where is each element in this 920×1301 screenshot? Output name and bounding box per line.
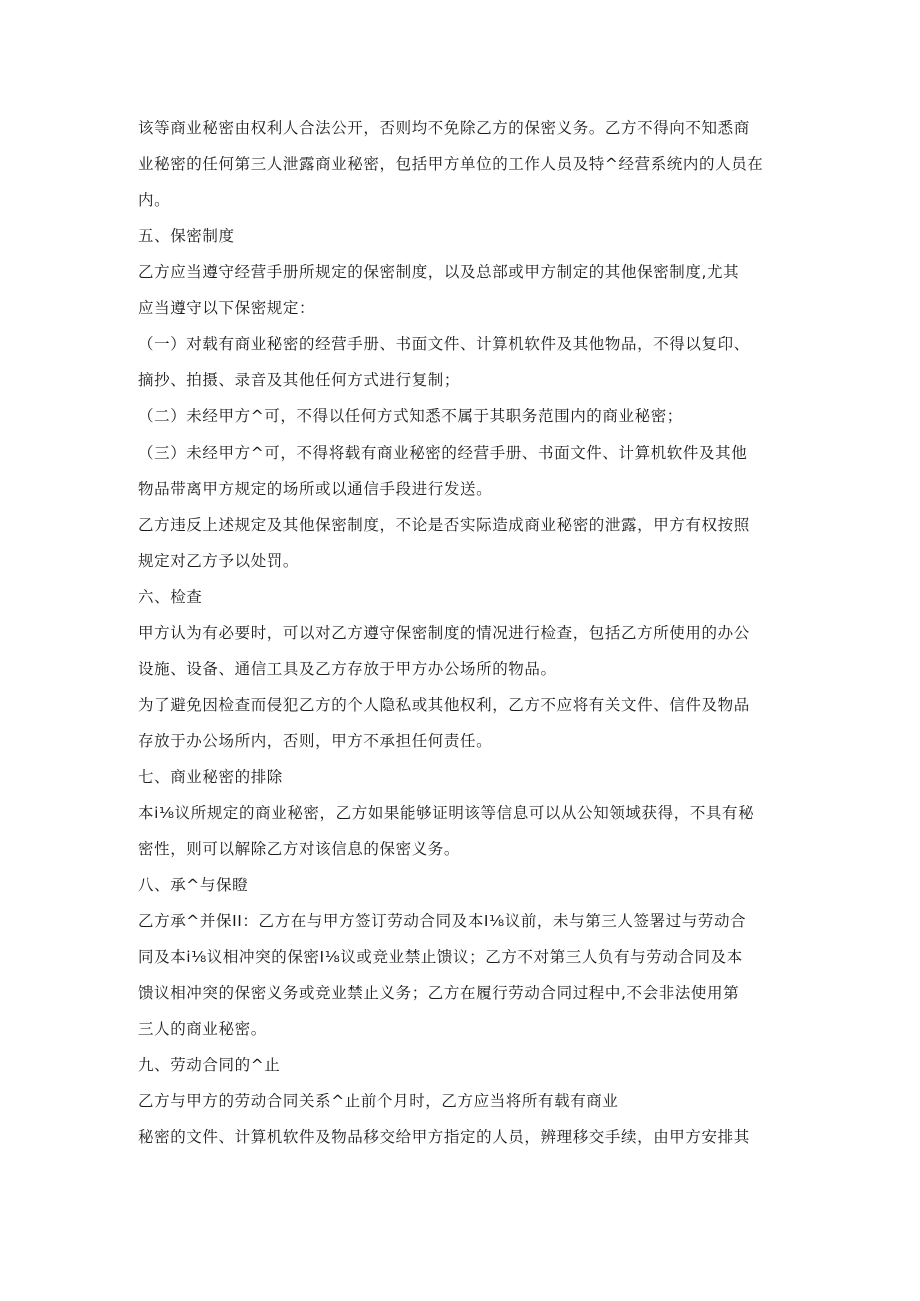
section-heading: 五、保密制度 [138, 227, 235, 245]
list-item-line: 摘抄、拍摄、录音及其他任何方式进行复制； [138, 371, 461, 389]
paragraph-line: 乙方与甲方的劳动合同关系^止前个月时，乙方应当将所有载有商业 [138, 1092, 619, 1110]
paragraph-line: 三人的商业秘密。 [138, 1020, 267, 1038]
section-heading: 七、商业秘密的排除 [138, 768, 283, 786]
paragraph-line: 内。 [138, 191, 171, 209]
paragraph-line: 业秘密的任何第三人泄露商业秘密，包括甲方单位的工作人员及特^经营系统内的人员在 [138, 155, 764, 173]
list-item-line: （二）未经甲方^可，不得以任何方式知悉不属于其职务范围内的商业秘密； [138, 407, 683, 425]
paragraph-line: 馈议相冲突的保密义务或竞业禁止义务；乙方在履行劳动合同过程中,不会非法使用第 [138, 984, 740, 1002]
paragraph-line: 设施、设备、通信工具及乙方存放于甲方办公场所的物品。 [138, 660, 557, 678]
paragraph-line: 秘密的文件、计算机软件及物品移交给甲方指定的人员，辨理移交手续，由甲方安排其 [138, 1128, 750, 1146]
list-item-line: （一）对载有商业秘密的经营手册、书面文件、计算机软件及其他物品，不得以复印、 [138, 335, 750, 353]
list-item-line: 物品带离甲方规定的场所或以通信手段进行发送。 [138, 480, 493, 498]
list-item-line: （三）未经甲方^可，不得将载有商业秘密的经营手册、书面文件、计算机软件及其他 [138, 444, 748, 462]
paragraph-line: 该等商业秘密由权利人合法公开，否则均不免除乙方的保密义务。乙方不得向不知悉商 [138, 119, 750, 137]
paragraph-line: 乙方违反上述规定及其他保密制度，不论是否实际造成商业秘密的泄露，甲方有权按照 [138, 516, 750, 534]
section-heading: 八、承^与保瞪 [138, 876, 249, 894]
paragraph-line: 本i⅛议所规定的商业秘密，乙方如果能够证明该等信息可以从公知领域获得，不具有秘 [138, 804, 755, 822]
section-heading: 六、检查 [138, 588, 203, 606]
paragraph-line: 应当遵守以下保密规定： [138, 299, 316, 317]
paragraph-line: 存放于办公场所内，否则，甲方不承担任何责任。 [138, 732, 493, 750]
paragraph-line: 乙方承^并保II：乙方在与甲方签订劳动合同及本I⅛议前，未与第三人签署过与劳动合 [138, 912, 747, 930]
paragraph-line: 密性，则可以解除乙方对该信息的保密义务。 [138, 840, 461, 858]
section-heading: 九、劳动合同的^止 [138, 1056, 281, 1074]
paragraph-line: 为了避免因检查而侵犯乙方的个人隐私或其他权利，乙方不应将有关文件、信件及物品 [138, 696, 750, 714]
paragraph-line: 甲方认为有必要时，可以对乙方遵守保密制度的情况进行检查，包括乙方所使用的办公 [138, 624, 750, 642]
paragraph-line: 同及本i⅛议相冲突的保密I⅛议或竞业禁止馈议；乙方不对第三人负有与劳动合同及本 [138, 948, 743, 966]
paragraph-line: 乙方应当遵守经营手册所规定的保密制度，以及总部或甲方制定的其他保密制度,尤其 [138, 263, 740, 281]
paragraph-line: 规定对乙方予以处罚。 [138, 552, 300, 570]
